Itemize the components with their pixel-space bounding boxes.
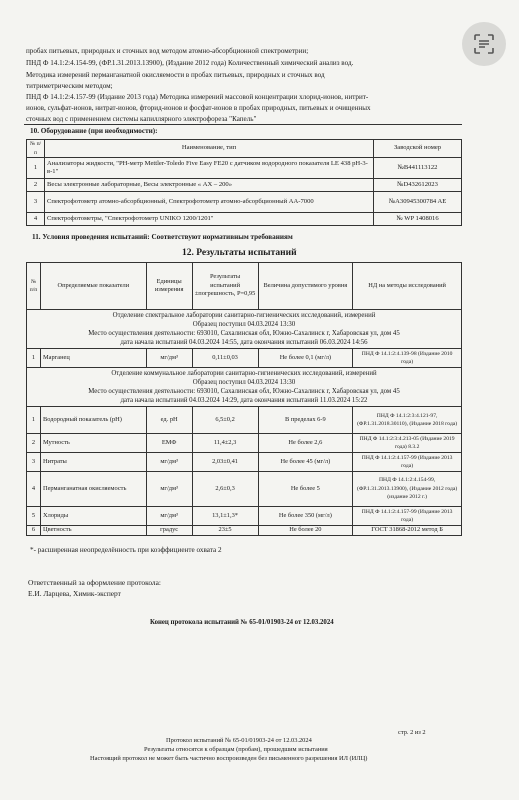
cell: 4 xyxy=(27,472,41,507)
col-header: Результаты испытаний ±погрешность, P=0,95 xyxy=(192,263,258,310)
section-12-title: 12. Результаты испытаний xyxy=(182,248,297,258)
group-line: дата начала испытаний 04.03.2024 14:55, дата окончания испытаний 06.03.2024 14:56 xyxy=(120,339,368,346)
cell: 2 xyxy=(27,179,45,192)
table-row xyxy=(27,407,462,434)
methods-line: ПНД Ф 14.1:2:4.157-99 (Издание 2013 года) Методика измерений массовой концентрации хлорид-ионов, нитрит- xyxy=(26,93,369,101)
cell: ПНД Ф 14.1:2:3:4.121-97, (ФР.1.31.2018.30110), (Издание 2018 года) xyxy=(353,407,462,434)
table-row xyxy=(27,453,462,472)
cell: Весы электронные лабораторные, Весы электронные « AX – 200» xyxy=(44,179,373,192)
col-header: НД на методы исследований xyxy=(353,263,462,310)
cell: Мутность xyxy=(40,434,146,453)
cell: ПНД Ф 14.1:2:4.154-99, (ФР.1.31.2013.13900), (Издание 2012 года) (издание 2012 г.) xyxy=(353,472,462,507)
group-line: Образец поступил 04.03.2024 13:30 xyxy=(192,321,296,328)
group-line: дата начала испытаний 04.03.2024 14:29, дата окончания испытаний 11.03.2024 15:22 xyxy=(120,397,368,404)
table-row xyxy=(27,434,462,453)
cell: 0,11±0,03 xyxy=(192,349,258,368)
cell: Марганец xyxy=(40,349,146,368)
cell: 2 xyxy=(27,434,41,453)
cell: 3 xyxy=(27,453,41,472)
footer-line: Протокол испытаний № 65-01/01903-24 от 12.03.2024 xyxy=(166,737,312,744)
table-row xyxy=(27,158,462,179)
methods-line: ПНД Ф 14.1:2:4.154-99, (ФР.1.31.2013.13900), (Издание 2012 года) Количественный химический анализ вод. xyxy=(26,59,354,67)
cell: 11,4±2,3 xyxy=(192,434,258,453)
footer-line: Настоящий протокол не может быть частично воспроизведен без письменного разрешения ИЛ (ИЛЦ) xyxy=(90,755,368,762)
cell: 6 xyxy=(27,526,41,536)
table-row xyxy=(27,213,462,226)
results-table xyxy=(26,262,462,536)
cell: №D432612023 xyxy=(374,179,462,192)
cell: №B441113122 xyxy=(374,158,462,179)
cell: ПНД Ф 14.1:2:4.157-99 (Издание 2013 года) xyxy=(353,453,462,472)
equipment-table xyxy=(26,139,462,226)
cell: 3 xyxy=(27,192,45,213)
cell: Перманганатная окисляемость xyxy=(40,472,146,507)
cell: 2,03±0,41 xyxy=(192,453,258,472)
col-header: № п/п xyxy=(27,263,41,310)
cell: Спектрофотометры, "Спектрофотометр UNIKO 1200/1201" xyxy=(44,213,373,226)
col-header: Определяемые показатели xyxy=(40,263,146,310)
cell: 13,1±1,3* xyxy=(192,507,258,526)
footer-line: Результаты относятся к образцам (пробам), прошедшим испытания xyxy=(144,746,328,753)
cell: ГОСТ 31868-2012 метод Б xyxy=(353,526,462,536)
cell: 6,5±0,2 xyxy=(192,407,258,434)
col-header: Заводской номер xyxy=(374,140,462,158)
cell: Анализаторы жидкости, "PH-метр Mettler-Toledo Five Easy FE20 с датчиком водородного показателя LE 438 pH-3-в-1" xyxy=(44,158,373,179)
table-row xyxy=(27,179,462,192)
group-line: Образец поступил 04.03.2024 13:30 xyxy=(192,379,296,386)
cell: Цветность xyxy=(40,526,146,536)
table-header-row xyxy=(27,263,462,310)
cell: мг/дм³ xyxy=(146,507,192,526)
divider xyxy=(24,124,462,125)
group-header xyxy=(27,310,462,349)
table-row xyxy=(27,192,462,213)
table-row xyxy=(27,349,462,368)
cell: 1 xyxy=(27,349,41,368)
cell: ПНД Ф 14.1:2:4.157-99 (Издание 2013 года) xyxy=(353,507,462,526)
cell: Спектрофотометр атомно-абсорбционный, Спектрофотометр атомно-абсорбционный АА-7000 xyxy=(44,192,373,213)
cell: Не более 20 xyxy=(258,526,353,536)
responsible-label: Ответственный за оформление протокола: xyxy=(28,578,161,587)
cell: градус xyxy=(146,526,192,536)
group-line: Отделение спектральное лаборатории санитарно-гигиенических исследований, измерений xyxy=(112,312,376,319)
cell: 23±5 xyxy=(192,526,258,536)
footnote: *- расширенная неопределённость при коэффициенте охвата 2 xyxy=(30,546,222,554)
cell: мг/дм³ xyxy=(146,453,192,472)
cell: Хлориды xyxy=(40,507,146,526)
methods-line: титриметрическим методом; xyxy=(26,82,113,90)
group-line: Место осуществления деятельности: 693010, Сахалинская обл, Южно-Сахалинск г, Хабаровская ул, дом 45 xyxy=(88,330,400,337)
methods-line: ионов, сульфат-ионов, нитрат-ионов, фторид-ионов и фосфат-ионов в пробах природных, питьевых и очищенных xyxy=(26,104,371,112)
cell: 1 xyxy=(27,158,45,179)
cell: ЕМФ xyxy=(146,434,192,453)
cell: 5 xyxy=(27,507,41,526)
cell: 2,6±0,3 xyxy=(192,472,258,507)
section-10-title: 10. Оборудование (при необходимости): xyxy=(30,127,158,135)
table-row xyxy=(27,507,462,526)
group-line: Отделение коммунальное лаборатории санитарно-гигиенических исследований, измерений xyxy=(111,370,377,377)
cell: Не более 2,6 xyxy=(258,434,353,453)
cell: Не более 0,1 (мг/л) xyxy=(258,349,353,368)
cell: Нитраты xyxy=(40,453,146,472)
responsible-name: Е.И. Ларцева, Химик-эксперт xyxy=(28,589,121,598)
methods-line: Методика измерений перманганатной окисляемости в пробах питьевых, природных и сточных вод xyxy=(26,71,325,79)
cell: Водородный показатель (pH) xyxy=(40,407,146,434)
cell: ПНД Ф 14.1:2:3:4.213-05 (Издание 2019 года) 8.3.2 xyxy=(353,434,462,453)
group-header-row xyxy=(27,368,462,407)
cell: В пределах 6-9 xyxy=(258,407,353,434)
end-of-protocol: Конец протокола испытаний № 65-01/01903-24 от 12.03.2024 xyxy=(150,619,334,626)
cell: ед. pH xyxy=(146,407,192,434)
cell: №A30945300784 AE xyxy=(374,192,462,213)
group-line: Место осуществления деятельности: 693010, Сахалинская обл, Южно-Сахалинск г, Хабаровская ул, дом 45 xyxy=(88,388,400,395)
cell: № WP 1408016 xyxy=(374,213,462,226)
table-row xyxy=(27,526,462,536)
cell: Не более 45 (мг/л) xyxy=(258,453,353,472)
scan-text-icon[interactable] xyxy=(462,22,506,66)
cell: 1 xyxy=(27,407,41,434)
methods-line: сточных вод с применением системы капиллярного электрофореза "Капель" xyxy=(26,115,257,123)
col-header: Величина допустимого уровня xyxy=(258,263,353,310)
table-header-row xyxy=(27,140,462,158)
table-row xyxy=(27,472,462,507)
cell: 4 xyxy=(27,213,45,226)
cell: ПНД Ф 14.1:2:4.139-98 (Издание 2010 года) xyxy=(353,349,462,368)
col-header: Наименование, тип xyxy=(44,140,373,158)
cell: мг/дм³ xyxy=(146,472,192,507)
col-header: Единицы измерения xyxy=(146,263,192,310)
cell: Не более 5 xyxy=(258,472,353,507)
methods-line: пробах питьевых, природных и сточных вод методом атомно-абсорбционной спектрометрии; xyxy=(26,47,309,55)
section-11-text: 11. Условия проведения испытаний: Соответствуют нормативным требованиям xyxy=(32,233,293,241)
cell: Не более 350 (мг/л) xyxy=(258,507,353,526)
cell: мг/дм³ xyxy=(146,349,192,368)
group-header-row xyxy=(27,310,462,349)
col-header: № п/п xyxy=(27,140,45,158)
group-header xyxy=(27,368,462,407)
page-number: стр. 2 из 2 xyxy=(398,729,426,736)
